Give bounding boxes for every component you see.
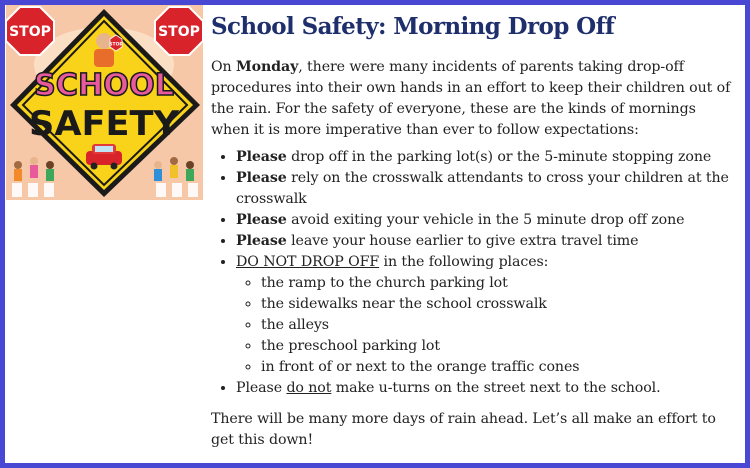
- prohibited-places-list: [236, 273, 737, 378]
- intro-paragraph: On Monday, there were many incidents of parents taking drop-off procedures into their own hands in an effort to keep their children out of the rain. For the safety of everyone, these are the kinds of mornings when it is more imperative than ever to follow expectations:: [211, 59, 731, 138]
- list-item: ◦ the sidewalks near the school crosswalk: [261, 294, 737, 315]
- list-item: ◦ the alleys: [261, 315, 737, 336]
- list-item: ◦ in front of or next to the orange traffic cones: [261, 357, 737, 378]
- list-item: • Please leave your house earlier to give extra travel time: [236, 231, 737, 252]
- svg-text:STOP: STOP: [9, 24, 51, 40]
- closing-paragraph: There will be many more days of rain ahead. Let’s all make an effort to get this down!: [211, 411, 716, 448]
- list-item: • Please rely on the crosswalk attendants to cross your children at the crosswalk: [236, 168, 737, 210]
- list-item: • Please drop off in the parking lot(s) or the 5-minute stopping zone: [236, 147, 737, 168]
- list-item-u-turns: • Please do not make u-turns on the street next to the school.: [236, 378, 737, 399]
- intro-day: Monday: [235, 59, 299, 75]
- list-item: ◦ the ramp to the church parking lot: [261, 273, 737, 294]
- expectations-list: [211, 147, 737, 399]
- small-stop-text: STOP: [109, 42, 123, 48]
- stop-sign-right-icon: [155, 7, 203, 55]
- stop-sign-left-icon: [6, 7, 54, 55]
- list-item: • Please avoid exiting your vehicle in the 5 minute drop off zone: [236, 210, 737, 231]
- page-title: School Safety: Morning Drop Off: [211, 13, 615, 40]
- list-item-do-not-drop-off: • DO NOT DROP OFF in the following places: ◦ the ramp to the church parking lot ◦ the sidewalks near the school crosswalk ◦ the alleys ◦ the preschool parking lot ◦ in front of or next to the orange traffic cones: [236, 252, 737, 378]
- school-safety-poster: [6, 5, 203, 200]
- poster-safety-text: SAFETY: [29, 104, 180, 144]
- article: [211, 12, 737, 451]
- poster-school-text: SCHOOL: [34, 68, 174, 103]
- list-item: ◦ the preschool parking lot: [261, 336, 737, 357]
- svg-text:STOP: STOP: [158, 24, 200, 40]
